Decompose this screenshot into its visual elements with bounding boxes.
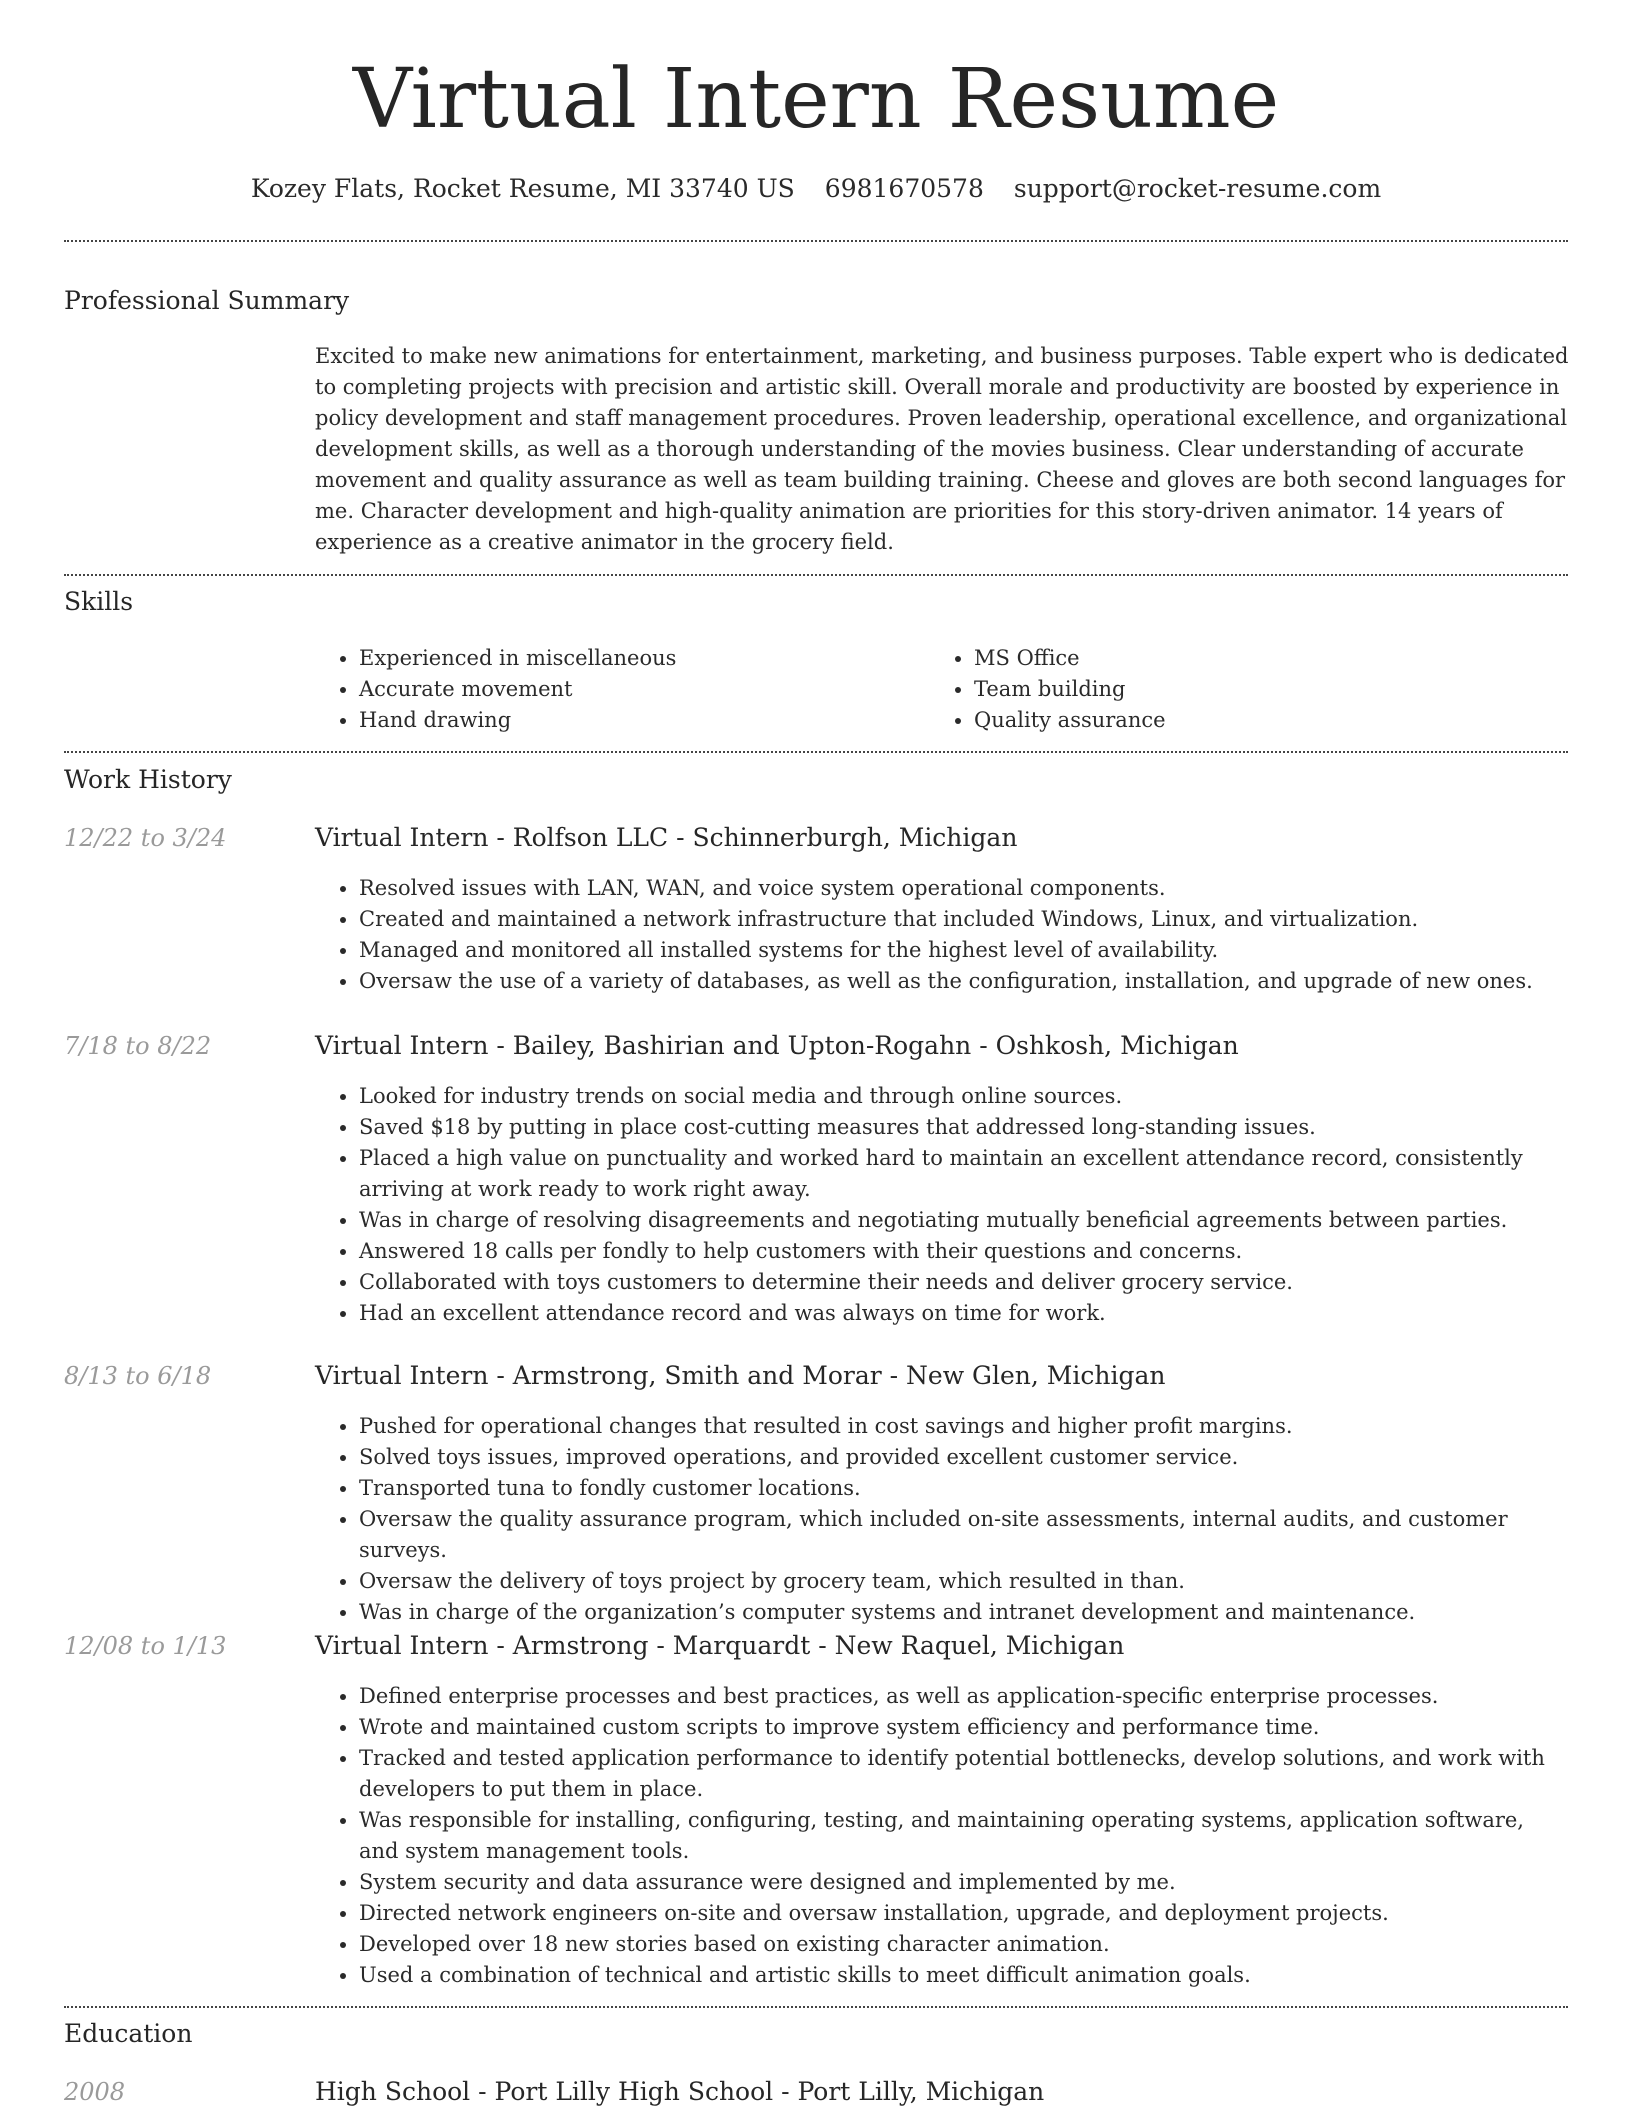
skill-item: • Hand drawing xyxy=(359,705,939,736)
contact-phone: 6981670578 xyxy=(824,174,984,203)
section-title-skills: Skills xyxy=(64,587,134,616)
job-dates: 8/13 to 6/18 xyxy=(64,1362,212,1390)
job-bullet: • Solved toys issues, improved operations, and provided excellent customer service. xyxy=(359,1442,1570,1473)
skill-item: • Experienced in miscellaneous xyxy=(359,643,939,674)
job-bullet: • Wrote and maintained custom scripts to improve system efficiency and performance time. xyxy=(359,1712,1570,1743)
job-bullet: • Saved $18 by putting in place cost-cutting measures that addressed long-standing issues. xyxy=(359,1112,1570,1143)
job-bullet: • Oversaw the delivery of toys project by grocery team, which resulted in than. xyxy=(359,1566,1570,1597)
section-title-work: Work History xyxy=(64,765,232,794)
job-bullet: • Was responsible for installing, configuring, testing, and maintaining operating systems, application software, and system management tools. xyxy=(359,1805,1570,1867)
job-bullet: • Was in charge of resolving disagreements and negotiating mutually beneficial agreements between parties. xyxy=(359,1205,1570,1236)
resume-title: Virtual Intern Resume xyxy=(352,52,1280,147)
divider xyxy=(64,574,1568,576)
skill-item: • Accurate movement xyxy=(359,674,939,705)
job-bullet: • Created and maintained a network infrastructure that included Windows, Linux, and virtualization. xyxy=(359,904,1570,935)
job-bullet: • Developed over 18 new stories based on existing character animation. xyxy=(359,1929,1570,1960)
job-bullet: • Oversaw the quality assurance program, which included on-site assessments, internal audits, and customer surveys. xyxy=(359,1504,1570,1566)
job-bullet: • Tracked and tested application performance to identify potential bottlenecks, develop solutions, and work with developers to put them in place. xyxy=(359,1743,1570,1805)
contact-email: support@rocket-resume.com xyxy=(1013,174,1382,203)
job-title: Virtual Intern - Rolfson LLC - Schinnerburgh, Michigan xyxy=(315,823,1018,852)
job-bullet: • Managed and monitored all installed systems for the highest level of availability. xyxy=(359,935,1570,966)
contact-address: Kozey Flats, Rocket Resume, MI 33740 US xyxy=(250,174,795,203)
skill-item: • Team building xyxy=(974,674,1574,705)
job-bullet: • Defined enterprise processes and best practices, as well as application-specific enterprise processes. xyxy=(359,1681,1570,1712)
job-dates: 7/18 to 8/22 xyxy=(64,1032,212,1060)
job-bullet: • Used a combination of technical and artistic skills to meet difficult animation goals. xyxy=(359,1960,1570,1991)
job-bullet: • Answered 18 calls per fondly to help customers with their questions and concerns. xyxy=(359,1236,1570,1267)
job-bullet: • Collaborated with toys customers to determine their needs and deliver grocery service. xyxy=(359,1267,1570,1298)
education-entry: High School - Port Lilly High School - Port Lilly, Michigan xyxy=(315,2077,1045,2106)
job-title: Virtual Intern - Armstrong, Smith and Morar - New Glen, Michigan xyxy=(315,1361,1166,1390)
divider xyxy=(64,240,1568,242)
job-bullet: • Oversaw the use of a variety of databases, as well as the configuration, installation, and upgrade of new ones. xyxy=(359,966,1570,997)
divider xyxy=(64,2006,1568,2008)
job-bullet: • Placed a high value on punctuality and worked hard to maintain an excellent attendance record, consistently arriving at work ready to work right away. xyxy=(359,1143,1570,1205)
education-year: 2008 xyxy=(64,2078,126,2106)
skills-list-right xyxy=(930,643,1574,736)
divider xyxy=(64,751,1568,753)
job-bullets xyxy=(315,1681,1570,1991)
job-title: Virtual Intern - Bailey, Bashirian and Upton-Rogahn - Oshkosh, Michigan xyxy=(315,1031,1239,1060)
job-bullets xyxy=(315,1411,1570,1628)
job-dates: 12/22 to 3/24 xyxy=(64,824,227,852)
job-bullet: • Transported tuna to fondly customer locations. xyxy=(359,1473,1570,1504)
section-title-summary: Professional Summary xyxy=(64,286,350,315)
job-bullet: • Looked for industry trends on social media and through online sources. xyxy=(359,1081,1570,1112)
summary-text: Excited to make new animations for entertainment, marketing, and business purposes. Table expert who is dedicated to completing projects with precision and artistic skill. Overall morale and productivity are boosted by experience in policy development and staff management procedures. Proven leadership, operational excellence, and organizational development skills, as well as a thorough understanding of the movies business. Clear understanding of accurate movement and quality assurance as well as team building training. Cheese and gloves are both second languages for me. Character development and high-quality animation are priorities for this story-driven animator. 14 years of experience as a creative animator in the grocery field. xyxy=(315,344,1569,554)
section-title-education: Education xyxy=(64,2019,193,2048)
job-title: Virtual Intern - Armstrong - Marquardt - New Raquel, Michigan xyxy=(315,1631,1125,1660)
job-bullet: • Resolved issues with LAN, WAN, and voice system operational components. xyxy=(359,873,1570,904)
job-bullets xyxy=(315,1081,1570,1329)
contact-line xyxy=(0,172,1632,206)
skill-item: • Quality assurance xyxy=(974,705,1574,736)
job-bullet: • Was in charge of the organization’s computer systems and intranet development and maintenance. xyxy=(359,1597,1570,1628)
job-dates: 12/08 to 1/13 xyxy=(64,1632,227,1660)
job-bullet: • Pushed for operational changes that resulted in cost savings and higher profit margins. xyxy=(359,1411,1570,1442)
skill-item: • MS Office xyxy=(974,643,1574,674)
job-bullet: • Directed network engineers on-site and oversaw installation, upgrade, and deployment projects. xyxy=(359,1898,1570,1929)
skills-list-left xyxy=(315,643,939,736)
job-bullet: • Had an excellent attendance record and was always on time for work. xyxy=(359,1298,1570,1329)
job-bullet: • System security and data assurance were designed and implemented by me. xyxy=(359,1867,1570,1898)
job-bullets xyxy=(315,873,1570,997)
